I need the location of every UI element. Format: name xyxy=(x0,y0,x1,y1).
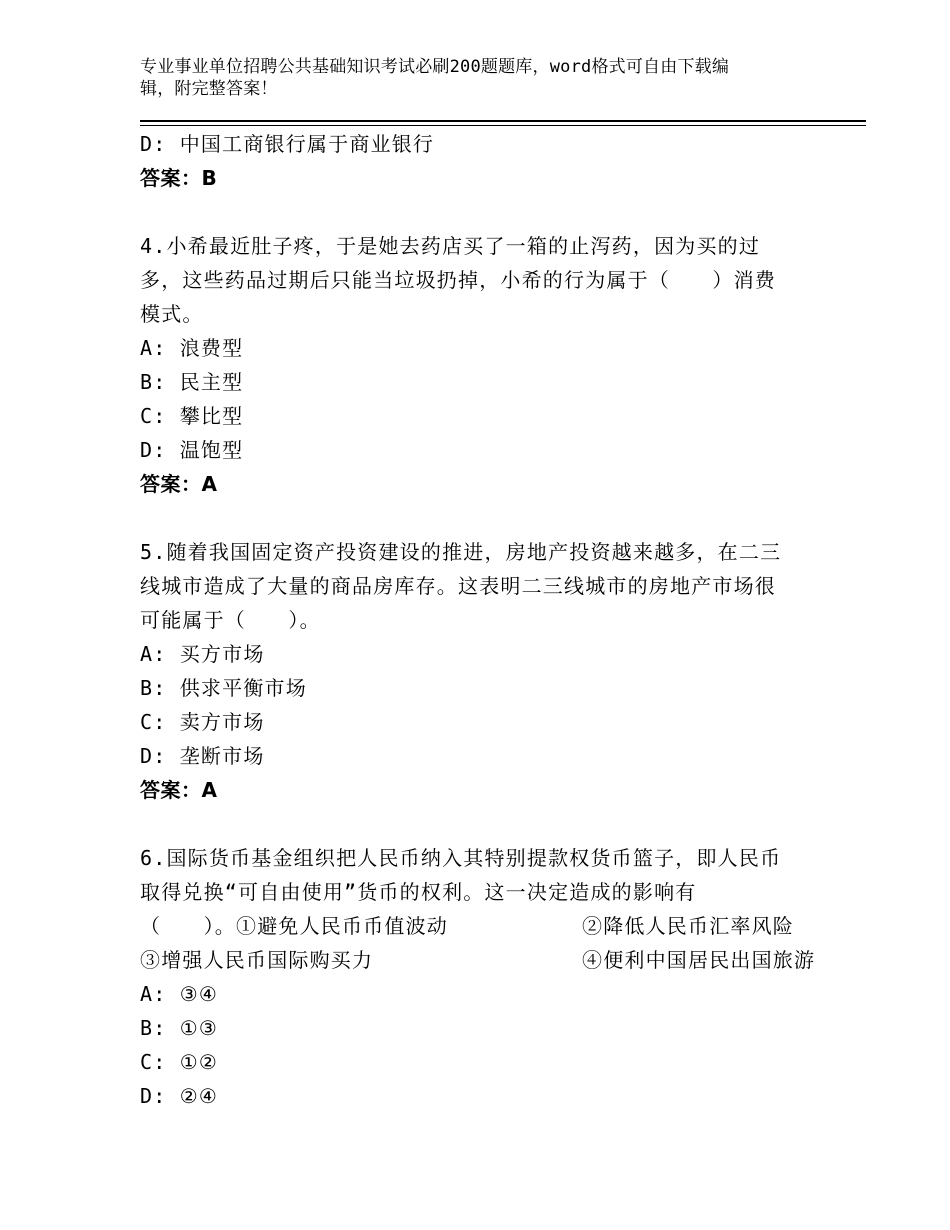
header-rule-thin xyxy=(140,125,866,126)
spacer xyxy=(140,195,820,229)
header-rule-thick xyxy=(140,120,866,122)
prev-option-d: D: 中国工商银行属于商业银行 xyxy=(140,132,435,156)
spacer xyxy=(140,501,820,535)
question-6 xyxy=(140,841,820,1113)
question-4 xyxy=(140,229,820,501)
q6-option-c: C: ①② xyxy=(140,1050,218,1074)
q6-statement-4: ④便利中国居民出国旅游 xyxy=(582,948,816,972)
prev-answer: 答案：B xyxy=(140,166,218,190)
q5-stem-line-2: 线城市造成了大量的商品房库存。这表明二三线城市的房地产市场很 xyxy=(140,574,776,598)
question-5 xyxy=(140,535,820,807)
q4-stem-line-1: 4.小希最近肚子疼，于是她去药店买了一箱的止泻药，因为买的过 xyxy=(140,234,761,258)
document-page xyxy=(140,0,868,1230)
q6-statements-row-2 xyxy=(140,943,820,977)
header-line-1: 专业事业单位招聘公共基础知识考试必刷200题题库，word格式可自由下载编 xyxy=(140,57,730,77)
q6-stem-line-2: 取得兑换“可自由使用”货币的权利。这一决定造成的影响有 xyxy=(140,880,697,904)
q6-option-d: D: ②④ xyxy=(140,1084,218,1108)
q4-option-a: A: 浪费型 xyxy=(140,336,244,360)
q4-option-c: C: 攀比型 xyxy=(140,404,244,428)
q4-answer: 答案：A xyxy=(140,472,218,496)
q5-option-a: A: 买方市场 xyxy=(140,642,265,666)
q5-stem-line-3: 可能属于（ ）。 xyxy=(140,608,321,632)
q6-statement-2: ②降低人民币汇率风险 xyxy=(582,914,794,938)
q5-answer: 答案：A xyxy=(140,778,218,802)
q6-stem-line-1: 6.国际货币基金组织把人民币纳入其特别提款权货币篮子，即人民币 xyxy=(140,846,782,870)
q6-option-b: B: ①③ xyxy=(140,1016,218,1040)
spacer xyxy=(140,807,820,841)
q5-option-b: B: 供求平衡市场 xyxy=(140,676,307,700)
q4-option-b: B: 民主型 xyxy=(140,370,244,394)
q5-stem-line-1: 5.随着我国固定资产投资建设的推进，房地产投资越来越多，在二三 xyxy=(140,540,782,564)
q4-option-d: D: 温饱型 xyxy=(140,438,244,462)
header-line-2: 辑，附完整答案！ xyxy=(140,79,278,99)
question-content xyxy=(140,127,820,1113)
q5-option-c: C: 卖方市场 xyxy=(140,710,265,734)
q6-statement-3: ③增强人民币国际购买力 xyxy=(140,948,374,972)
q6-statements-row-1 xyxy=(140,909,820,943)
page-header xyxy=(140,56,820,100)
q4-stem-line-2: 多，这些药品过期后只能当垃圾扔掉，小希的行为属于（ ）消费 xyxy=(140,268,776,292)
q4-stem-line-3: 模式。 xyxy=(140,302,204,326)
q5-option-d: D: 垄断市场 xyxy=(140,744,265,768)
q6-statement-1: （ ）。①避免人民币币值波动 xyxy=(140,914,448,938)
q6-option-a: A: ③④ xyxy=(140,982,218,1006)
